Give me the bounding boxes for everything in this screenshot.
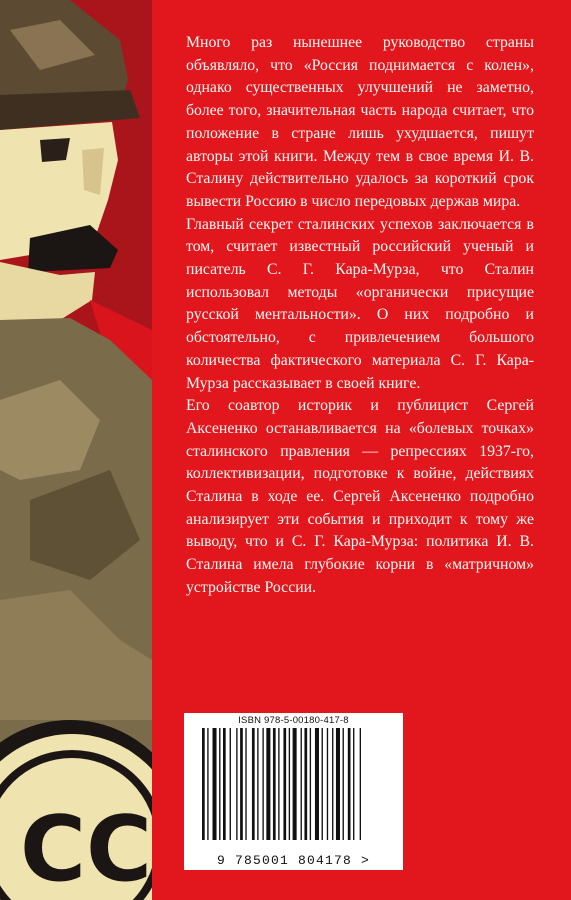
- barcode-bars: [198, 728, 389, 846]
- barcode-stripe: [353, 728, 354, 840]
- cover-portrait-illustration: [0, 0, 152, 900]
- barcode-stripe: [283, 728, 286, 840]
- barcode-stripe: [360, 728, 361, 840]
- barcode-stripe: [245, 728, 246, 840]
- barcode-stripe: [262, 728, 263, 840]
- poster-lettering: СС: [20, 797, 152, 900]
- barcode-stripe: [348, 728, 351, 840]
- barcode-stripe: [213, 728, 217, 840]
- barcode-stripe: [230, 728, 231, 840]
- barcode-stripe: [301, 728, 302, 840]
- annotation-text: [186, 32, 534, 600]
- barcode-stripe: [257, 728, 258, 840]
- barcode-stripe: [336, 728, 340, 840]
- barcode-stripe: [273, 728, 276, 840]
- barcode-stripe: [310, 728, 311, 840]
- paragraph-1: Много раз нынешнее руководство страны объявляло, что «Россия поднимается с колен», однако существенных улучшений не заметно, более того, значительная часть народа считает, что положение в стране лишь ухудшается, пишут авторы этой книги. Между тем в свое время И. В. Сталину действительно удалось за короткий срок вывести Россию в число передовых держав мира.: [186, 34, 534, 210]
- barcode-stripe: [223, 728, 226, 840]
- barcode-stripe: [278, 728, 279, 840]
- isbn-label: ISBN 978-5-00180-417-8: [238, 715, 349, 726]
- paragraph-3: Его соавтор историк и публицист Сергей Аксененко останавливается на «болевых точках» сталинского правления — репрессиях 1937-го, коллективизации, подготовке к войне, действиях Сталина в ходе ее. Сергей Аксененко подробно анализирует эти события и приходит к тому же выводу, что и С. Г. Кара-Мурза: политика И. В. Сталина имела глубокие корни в «матричном» устройстве России.: [186, 397, 534, 596]
- barcode-stripe: [289, 728, 290, 840]
- barcode-stripe: [202, 728, 205, 840]
- barcode-block: [184, 713, 403, 870]
- barcode-stripe: [293, 728, 297, 840]
- barcode-stripe: [322, 728, 323, 840]
- barcode-stripe: [332, 728, 333, 840]
- barcode-stripe: [304, 728, 307, 840]
- barcode-stripe: [219, 728, 220, 840]
- barcode-stripe: [327, 728, 328, 840]
- paragraph-2: Главный секрет сталинских успехов заключается в том, считает известный российский ученый и писатель С. Г. Кара-Мурза, что Сталин использовал методы «органически присущие русской ментальности». О них подробно и обстоятельно, с привлечением большого количества фактического материала С. Г. Кара-Мурза рассказывает в своей книге.: [186, 215, 534, 392]
- barcode-stripe: [236, 728, 237, 840]
- barcode-stripe: [343, 728, 344, 840]
- barcode-stripe: [252, 728, 255, 840]
- barcode-stripe: [240, 728, 243, 840]
- barcode-digits: 9 785001 804178 >: [216, 853, 371, 868]
- barcode-stripe: [207, 728, 208, 840]
- barcode-stripe: [266, 728, 270, 840]
- barcode-stripe: [315, 728, 319, 840]
- portrait-artwork: [0, 0, 152, 900]
